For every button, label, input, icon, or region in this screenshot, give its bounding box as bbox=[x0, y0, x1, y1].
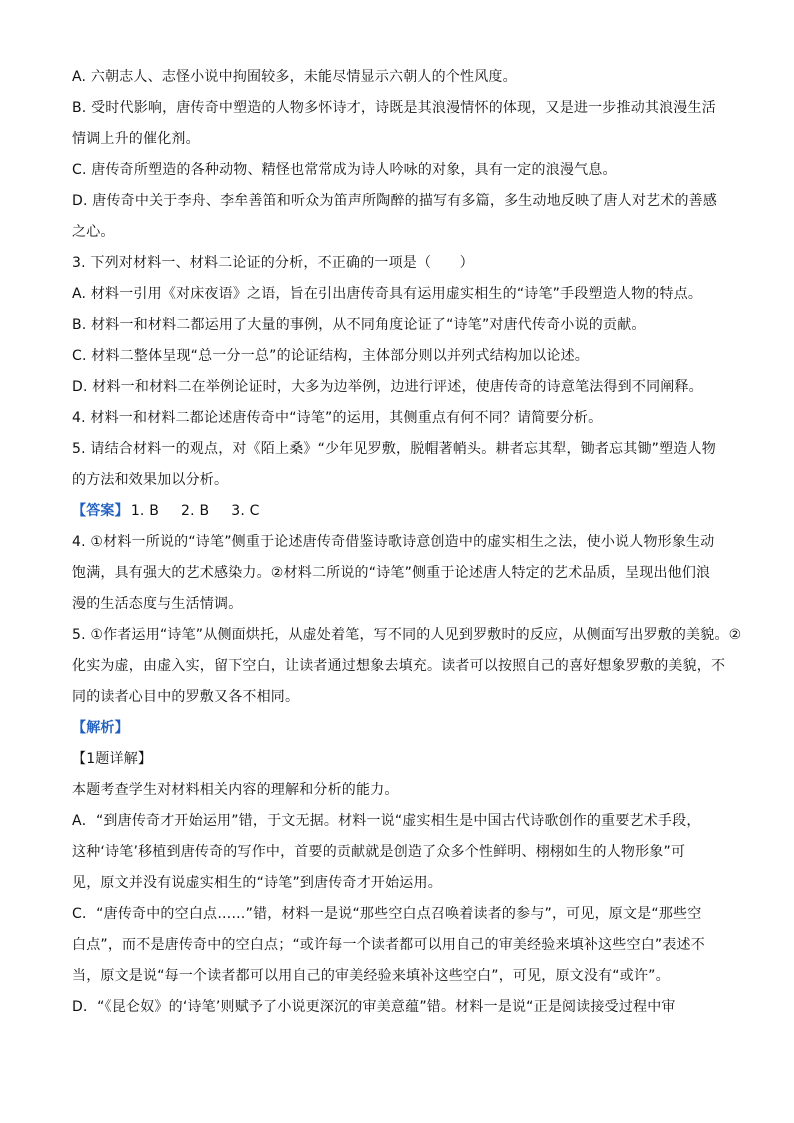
text-line: 饱满，具有强大的艺术感染力。②材料二所说的“诗笔”侧重于论述唐人特定的艺术品质，呈现出他们浪 bbox=[72, 565, 711, 581]
text-line: A. 六朝志人、志怪小说中拘囿较多，未能尽情显示六朝人的个性风度。 bbox=[72, 69, 517, 85]
analysis-label: 【解析】 bbox=[72, 720, 129, 736]
answer-item: 2. B bbox=[181, 503, 210, 519]
question-5: 5. 请结合材料一的观点，对《陌上桑》“少年见罗敷，脱帽著帩头。耕者忘其犁，锄者忘其锄”塑造人物 bbox=[72, 441, 716, 457]
text-line: 5. ①作者运用“诗笔”从侧面烘托，从虚处着笔，写不同的人见到罗敷时的反应，从侧面写出罗敷的美貌。② bbox=[72, 627, 742, 643]
question-4: 4. 材料一和材料二都论述唐传奇中“诗笔”的运用，其侧重点有何不同？请简要分析。 bbox=[72, 410, 603, 426]
question-3: 3. 下列对材料一、材料二论证的分析，不正确的一项是（ ） bbox=[72, 255, 474, 271]
text-line: 见，原文并没有说虚实相生的“诗笔”到唐传奇才开始运用。 bbox=[72, 875, 442, 891]
text-line: 白点”，而不是唐传奇中的空白点；“或许每一个读者都可以用自己的审美经验来填补这些空白”表述不 bbox=[72, 937, 705, 953]
answer-item: 3. C bbox=[231, 503, 260, 519]
text-line: A．“到唐传奇才开始运用”错，于文无据。材料一说“虚实相生是中国古代诗歌创作的重要艺术手段， bbox=[72, 813, 701, 829]
text-line: C．“唐传奇中的空白点……”错，材料一是说“那些空白点召唤着读者的参与”，可见，原文是“那些空 bbox=[72, 906, 702, 922]
text-line: 这种‘诗笔’移植到唐传奇的写作中，首要的贡献就是创造了众多个性鲜明、栩栩如生的人物形象”可 bbox=[72, 844, 686, 860]
answer-item: 1. B bbox=[130, 503, 160, 519]
text-line: 情调上升的催化剂。 bbox=[72, 131, 200, 147]
text-line: 的方法和效果加以分析。 bbox=[72, 472, 229, 488]
text-line: B. 受时代影响，唐传奇中塑造的人物多怀诗才，诗既是其浪漫情怀的体现，又是进一步推动其浪漫生活 bbox=[72, 100, 716, 116]
document-page bbox=[72, 62, 756, 1023]
text-line: 4. ①材料一所说的“诗笔”侧重于论述唐传奇借鉴诗歌诗意创造中的虚实相生之法，使小说人物形象生动 bbox=[72, 534, 715, 550]
text-line: 漫的生活态度与生活情调。 bbox=[72, 596, 243, 612]
answer-label: 【答案】 bbox=[72, 503, 129, 519]
section-heading: 【1题详解】 bbox=[72, 751, 153, 767]
text-line: A. 材料一引用《对床夜语》之语，旨在引出唐传奇具有运用虚实相生的“诗笔”手段塑造人物的特点。 bbox=[72, 286, 703, 302]
text-line: 化实为虚，由虚入实，留下空白，让读者通过想象去填充。读者可以按照自己的喜好想象罗敷的美貌，不 bbox=[72, 658, 726, 674]
text-line: 本题考查学生对材料相关内容的理解和分析的能力。 bbox=[72, 782, 399, 798]
answer-line bbox=[72, 496, 756, 527]
text-line: 之心。 bbox=[72, 224, 115, 240]
text-line: D．“《昆仑奴》的‘诗笔’则赋予了小说更深沉的审美意蕴”错。材料一是说“正是阅读接受过程中审 bbox=[72, 999, 676, 1015]
text-line: 同的读者心目中的罗敷又各不相同。 bbox=[72, 689, 300, 705]
text-line: D. 材料一和材料二在举例论证时，大多为边举例，边进行评述，使唐传奇的诗意笔法得到不同阐释。 bbox=[72, 379, 703, 395]
text-line: D. 唐传奇中关于李舟、李牟善笛和听众为笛声所陶醉的描写有多篇，多生动地反映了唐人对艺术的善感 bbox=[72, 193, 718, 209]
text-line: C. 材料二整体呈现“总一分一总”的论证结构，主体部分则以并列式结构加以论述。 bbox=[72, 348, 589, 364]
text-line: 当，原文是说“每一个读者都可以用自己的审美经验来填补这些空白”，可见，原文没有“或许”。 bbox=[72, 968, 670, 984]
text-line: C. 唐传奇所塑造的各种动物、精怪也常常成为诗人吟咏的对象，具有一定的浪漫气息。 bbox=[72, 162, 617, 178]
text-line: B. 材料一和材料二都运用了大量的事例，从不同角度论证了“诗笔”对唐代传奇小说的贡献。 bbox=[72, 317, 646, 333]
analysis-line bbox=[72, 713, 756, 744]
